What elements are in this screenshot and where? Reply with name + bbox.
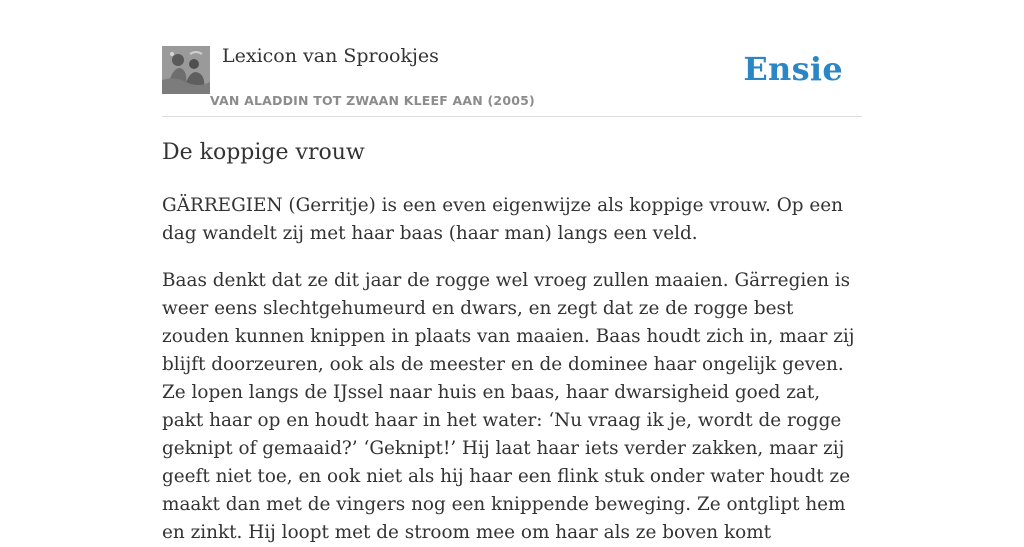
entry-title: De koppige vrouw	[162, 140, 365, 165]
ensie-logo-link[interactable]: Ensie	[743, 50, 843, 88]
entry-paragraph-1: GÄRREGIEN (Gerritje) is een even eigenwijze als koppige vrouw. Op een dag wandelt zij met haar baas (haar man) langs een veld.	[162, 195, 844, 244]
page	[162, 0, 862, 543]
book-title-link[interactable]: Lexicon van Sprookjes	[222, 45, 439, 67]
book-cover-illustration-icon[interactable]	[162, 46, 210, 94]
header	[162, 0, 862, 117]
book-subtitle: VAN ALADDIN TOT ZWAAN KLEEF AAN (2005)	[210, 93, 535, 108]
entry-paragraph-2: Baas denkt dat ze dit jaar de rogge wel vroeg zullen maaien. Gärregien is weer eens slechtgehumeurd en dwars, en zegt dat ze de rogge best zouden kunnen knippen in plaats van maaien. Baas houdt zich in, maar zij blijft doorzeuren, ook als de meester en de dominee haar ongelijk geven. Ze lopen langs de IJssel naar huis en baas, haar dwarsigheid goed zat, pakt haar op en houdt haar in het water: ‘Nu vraag ik je, wordt de rogge geknipt of gemaaid?’ ‘Geknipt!’ Hij laat haar iets verder zakken, maar zij geeft niet toe, en ook niet als hij haar een flink stuk onder water houdt ze maakt dan met de vingers nog een knippende beweging. Ze ontglipt hem en zinkt. Hij loopt met de stroom mee om haar als ze boven komt	[162, 270, 855, 543]
